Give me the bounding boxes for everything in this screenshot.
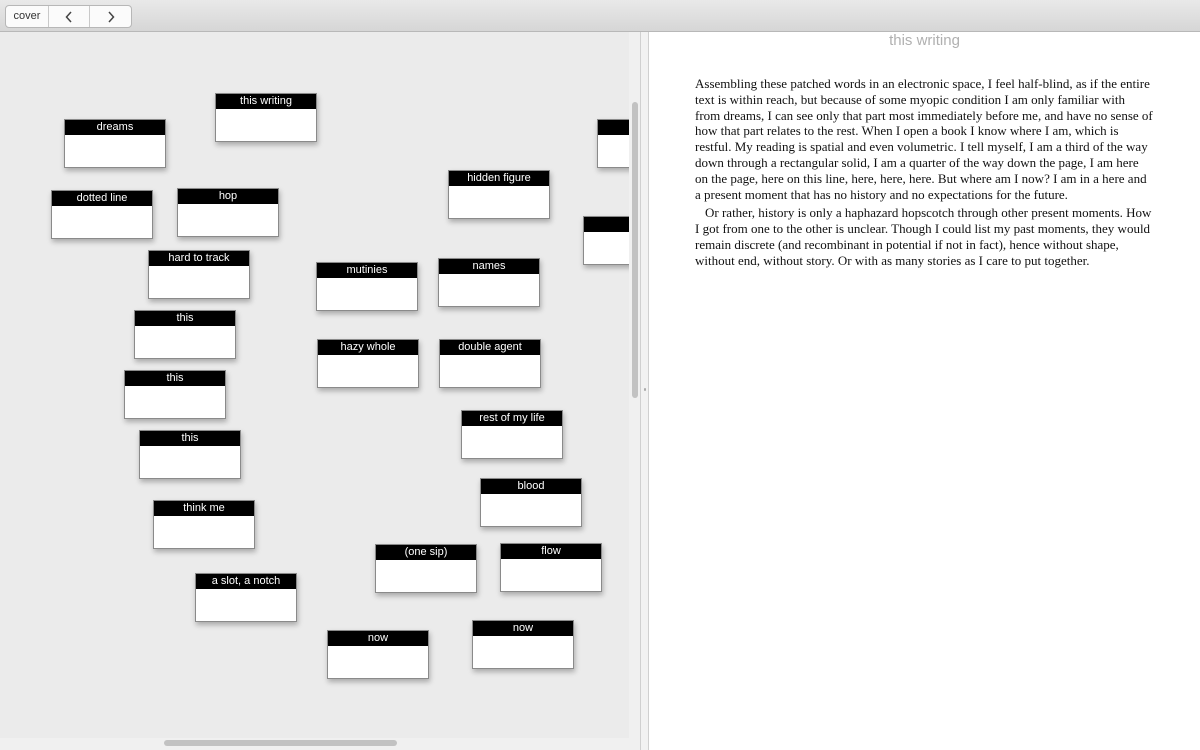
lexia-card[interactable] xyxy=(195,573,297,622)
lexia-card[interactable] xyxy=(439,339,541,388)
chevron-right-icon xyxy=(107,11,115,23)
lexia-card-title: this xyxy=(135,311,235,326)
lexia-card-title: rest of my life xyxy=(462,411,562,426)
lexia-card[interactable] xyxy=(438,258,540,307)
lexia-card[interactable] xyxy=(51,190,153,239)
lexia-card[interactable] xyxy=(448,170,550,219)
lexia-card-title: names xyxy=(439,259,539,274)
lexia-card-title: hard to track xyxy=(149,251,249,266)
lexia-card-title: dotted line xyxy=(52,191,152,206)
vertical-scrollbar-thumb[interactable] xyxy=(632,102,638,398)
page-title: this writing xyxy=(889,32,960,49)
lexia-card[interactable] xyxy=(215,93,317,142)
horizontal-scrollbar-thumb[interactable] xyxy=(164,740,397,746)
lexia-card[interactable] xyxy=(134,310,236,359)
lexia-card[interactable] xyxy=(375,544,477,593)
lexia-card-title: flow xyxy=(501,544,601,559)
reader-pane xyxy=(649,32,1200,750)
back-button[interactable] xyxy=(49,6,90,27)
lexia-card[interactable] xyxy=(317,339,419,388)
lexia-card-title: hidden figure xyxy=(449,171,549,186)
paragraph: Or rather, history is only a haphazard hopscotch through other present moments. How I got from one to the other is unclear. Though I could list my past moments, they would remain discrete (and recombinant in potential if not in fact), hence without shape, without end, without story. Or with as many stories as I care to put together. xyxy=(695,205,1152,268)
lexia-card[interactable] xyxy=(472,620,574,669)
forward-button[interactable] xyxy=(90,6,131,27)
divider-grip-icon xyxy=(644,388,646,391)
lexia-card[interactable] xyxy=(327,630,429,679)
lexia-card[interactable] xyxy=(461,410,563,459)
lexia-card[interactable] xyxy=(64,119,166,168)
lexia-card-title: blood xyxy=(481,479,581,494)
lexia-card-title: this xyxy=(140,431,240,446)
toolbar xyxy=(0,0,1200,32)
lexia-card-title: dreams xyxy=(65,120,165,135)
chevron-left-icon xyxy=(65,11,73,23)
lexia-card[interactable] xyxy=(124,370,226,419)
lexia-card[interactable] xyxy=(500,543,602,592)
lexia-card-title: double agent xyxy=(440,340,540,355)
lexia-card-title: (one sip) xyxy=(376,545,476,560)
lexia-card-title: a slot, a notch xyxy=(196,574,296,589)
lexia-card[interactable] xyxy=(480,478,582,527)
lexia-card-title: now xyxy=(328,631,428,646)
lexia-card-title: now xyxy=(473,621,573,636)
lexia-card-title: this writing xyxy=(216,94,316,109)
lexia-card-title: hazy whole xyxy=(318,340,418,355)
lexia-card-title: mutinies xyxy=(317,263,417,278)
lexia-card-title: hop xyxy=(178,189,278,204)
lexia-card[interactable] xyxy=(316,262,418,311)
map-canvas[interactable] xyxy=(0,32,640,750)
lexia-card[interactable] xyxy=(177,188,279,237)
lexia-card-title: this xyxy=(125,371,225,386)
paragraph: Assembling these patched words in an electronic space, I feel half-blind, as if the entire text is within reach, but because of some myopic condition I am only familiar with from dreams, I can see only that part most immediately before me, and have no sense of how that part relates to the rest. When I open a book I know where I am, which is restful. My reading is spatial and even volumetric. I tell myself, I am a third of the way down through a rectangular solid, I am a quarter of the way down the page, I am here on the page, here on this line, here, here, here. But where am I now? I am in a here and a present moment that has no history and no expectations for the future. xyxy=(695,76,1153,202)
lexia-card[interactable] xyxy=(148,250,250,299)
lexia-card[interactable] xyxy=(153,500,255,549)
lexia-card[interactable] xyxy=(139,430,241,479)
cover-button[interactable]: cover xyxy=(6,6,49,27)
navigation-segmented-control xyxy=(5,5,132,28)
reader-text xyxy=(695,76,1153,272)
lexia-card-title: think me xyxy=(154,501,254,516)
split-view-divider[interactable] xyxy=(640,32,649,750)
